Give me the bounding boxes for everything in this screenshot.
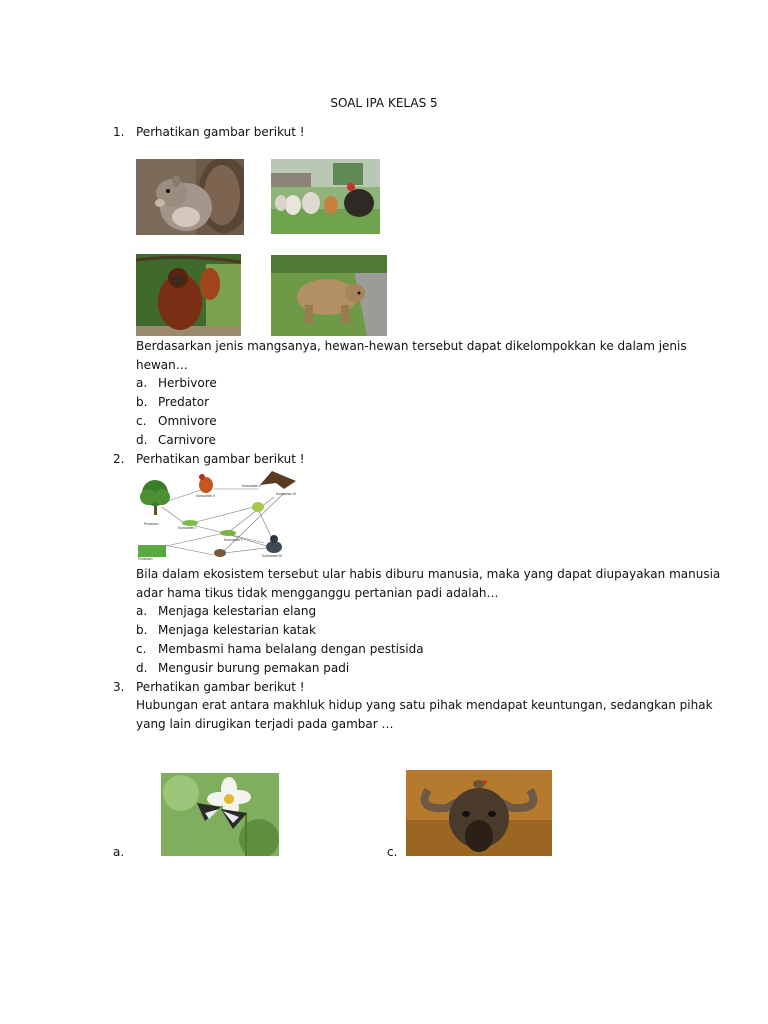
q2-option-d-text: Mengusir burung pemakan padi xyxy=(158,661,350,675)
q1-option-a-text: Herbivore xyxy=(158,376,217,390)
q2-option-d-letter: d. xyxy=(136,661,148,675)
q2-stem-line2: adar hama tikus tidak mengganggu pertanian padi adalah… xyxy=(136,586,499,600)
orangutan-image xyxy=(136,254,241,336)
q1-option-b-text: Predator xyxy=(158,395,210,409)
web-label-konsumen-1-grasshopper: Konsumen I xyxy=(224,538,243,542)
q2-stem-line1: Bila dalam ekosistem tersebut ular habis diburu manusia, maka yang dapat diupayakan manusia xyxy=(136,567,721,581)
page-title: SOAL IPA KELAS 5 xyxy=(330,96,438,110)
squirrel-image xyxy=(136,159,244,235)
q2-option-c-letter: c. xyxy=(136,642,147,656)
q1-option-d-text: Carnivore xyxy=(158,433,216,447)
q2-prompt: Perhatikan gambar berikut ! xyxy=(136,452,305,466)
q2-number: 2. xyxy=(113,452,125,466)
q2-option-b-letter: b. xyxy=(136,623,148,637)
q2-option-a-text: Menjaga kelestarian elang xyxy=(158,604,317,618)
butterfly-flower-image xyxy=(161,773,279,856)
q3-choice-a-letter: a. xyxy=(113,845,125,859)
q3-stem-line2: yang lain dirugikan terjadi pada gambar … xyxy=(136,717,394,731)
web-label-produsen-tree: Produsen xyxy=(144,522,159,526)
q3-number: 3. xyxy=(113,680,125,694)
chickens-image xyxy=(271,159,380,234)
q1-stem-line2: hewan… xyxy=(136,358,188,372)
q1-stem-line1: Berdasarkan jenis mangsanya, hewan-hewan tersebut dapat dikelompokkan ke dalam jenis xyxy=(136,339,687,353)
q3-choice-c-letter: c. xyxy=(387,845,398,859)
q1-prompt: Perhatikan gambar berikut ! xyxy=(136,125,305,139)
web-label-konsumen-3-eagle: Konsumen III xyxy=(276,492,296,496)
buffalo-bird-image xyxy=(406,770,552,856)
q2-option-b-text: Menjaga kelestarian katak xyxy=(158,623,316,637)
web-label-produsen-grass: Produsen xyxy=(138,557,153,561)
bear-image xyxy=(271,255,387,336)
q1-option-b-letter: b. xyxy=(136,395,148,409)
q1-option-d-letter: d. xyxy=(136,433,148,447)
food-web-diagram xyxy=(134,467,306,561)
q2-option-a-letter: a. xyxy=(136,604,148,618)
web-label-konsumen-3-snake: Konsumen III xyxy=(262,554,282,558)
q3-stem-line1: Hubungan erat antara makhluk hidup yang satu pihak mendapat keuntungan, sedangkan pihak xyxy=(136,698,713,712)
web-label-konsumen-2-rooster: Konsumen II xyxy=(196,494,216,498)
q1-number: 1. xyxy=(113,125,125,139)
web-label-konsumen-1-caterpillar: Konsumen I xyxy=(178,526,197,530)
q1-option-a-letter: a. xyxy=(136,376,148,390)
q1-option-c-text: Omnivore xyxy=(158,414,217,428)
q2-option-c-text: Membasmi hama belalang dengan pestisida xyxy=(158,642,424,656)
q1-option-c-letter: c. xyxy=(136,414,147,428)
web-label-konsumen-2-frog: Konsumen II xyxy=(242,484,262,488)
q3-prompt: Perhatikan gambar berikut ! xyxy=(136,680,305,694)
